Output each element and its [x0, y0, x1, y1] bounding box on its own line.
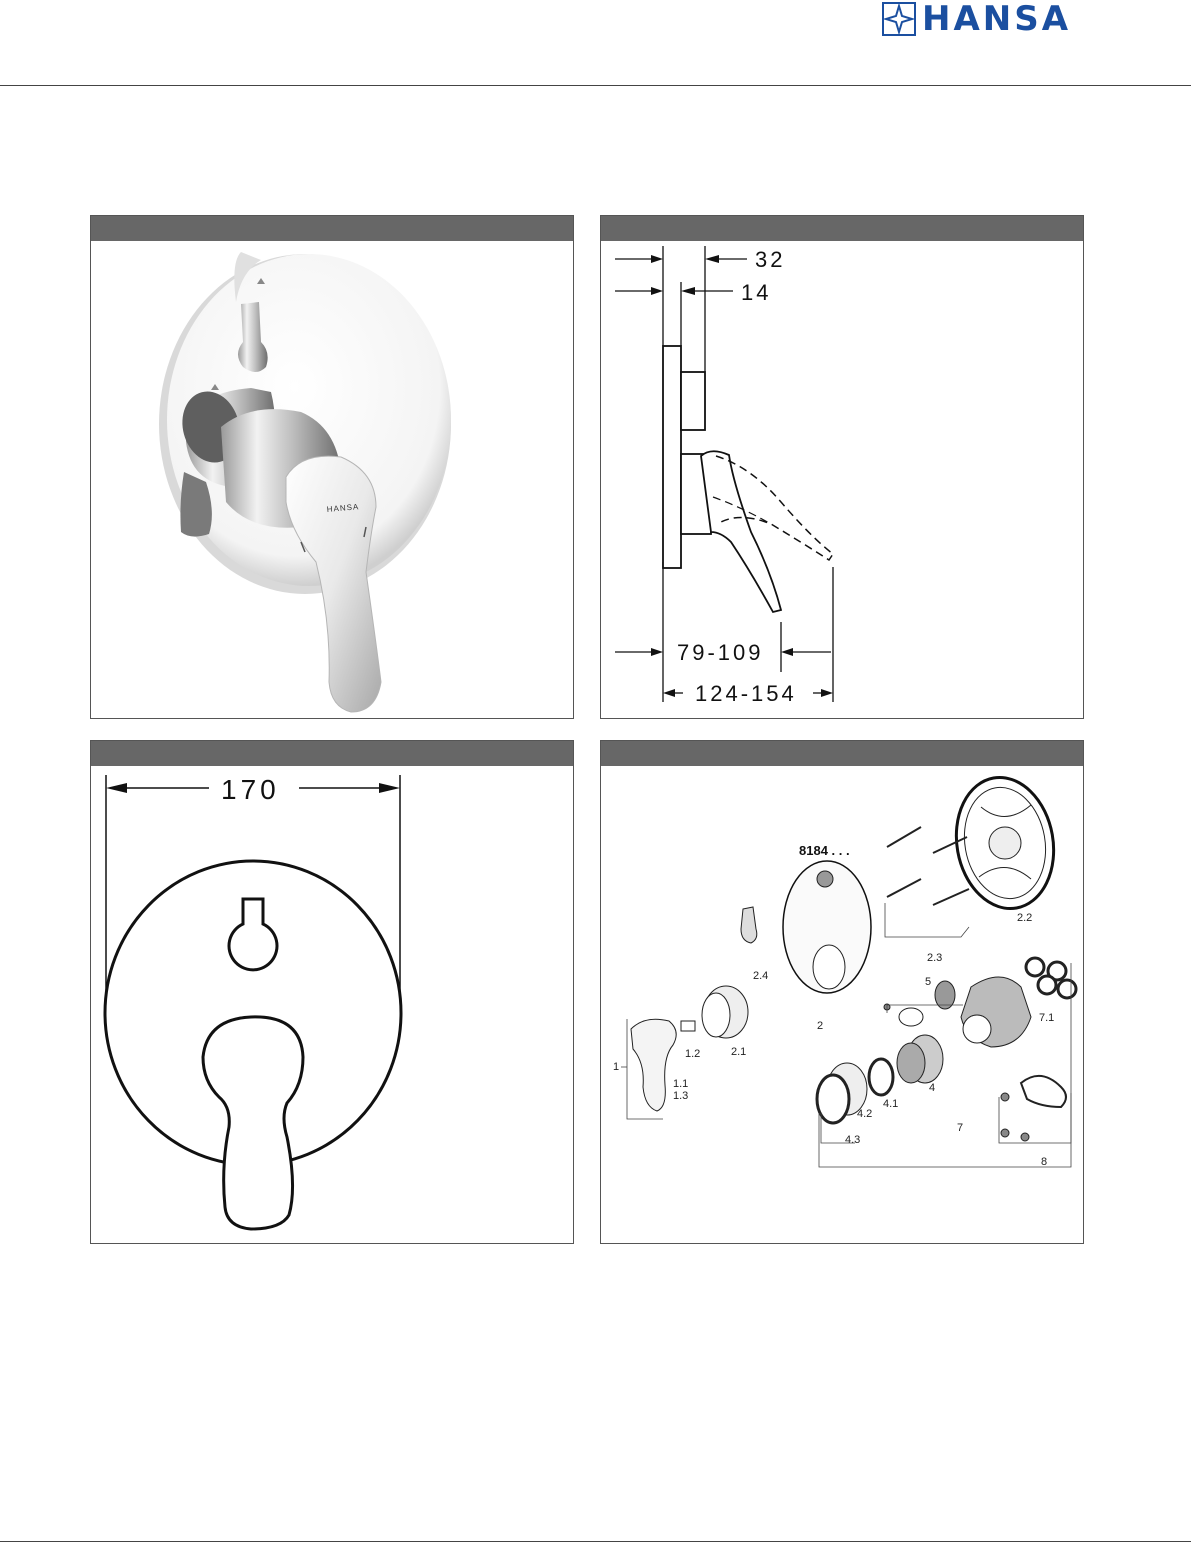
part-label: 4.3 — [845, 1134, 861, 1146]
part-label: 4.1 — [883, 1098, 899, 1110]
part-label: 1.3 — [673, 1090, 689, 1102]
footer-divider — [0, 1541, 1191, 1542]
part-label: 7 — [957, 1122, 964, 1134]
part-label: 8 — [1041, 1156, 1048, 1168]
front-view-panel — [90, 740, 574, 1244]
side-view-panel — [600, 215, 1084, 719]
part-label: 1.2 — [685, 1048, 701, 1060]
exploded-view-panel — [600, 740, 1084, 1244]
panel-title-bar — [601, 216, 1083, 241]
part-label: 1.1 — [673, 1078, 689, 1090]
panel-title-bar — [91, 741, 573, 766]
part-label: 5 — [925, 976, 932, 988]
hansa-cross-icon — [882, 2, 916, 36]
brand-name: HANSA — [922, 0, 1072, 39]
lever-logo-text: HANSA — [326, 502, 360, 514]
part-label: 2.2 — [1017, 912, 1033, 924]
dim-depth-total: 32 — [755, 247, 786, 272]
part-label: 2.4 — [753, 970, 769, 982]
part-label: 7.1 — [1039, 1012, 1055, 1024]
product-photo — [91, 242, 573, 718]
dim-projection-total: 124-154 — [695, 681, 797, 706]
panel-title-bar — [91, 216, 573, 241]
dim-width: 170 — [221, 774, 280, 805]
panel-title-bar — [601, 741, 1083, 766]
front-view-drawing — [91, 767, 573, 1243]
side-view-drawing — [601, 242, 1083, 718]
product-photo-panel — [90, 215, 574, 719]
dim-depth-plate: 14 — [741, 280, 772, 305]
part-label: 4 — [929, 1082, 936, 1094]
exploded-view-drawing — [601, 767, 1083, 1243]
part-label: 2 — [817, 1020, 824, 1032]
part-label: 4.2 — [857, 1108, 873, 1120]
dim-projection-lever: 79-109 — [677, 640, 764, 665]
part-label: 2.3 — [927, 952, 943, 964]
part-label: 2.1 — [731, 1046, 747, 1058]
part-label: 1 — [613, 1061, 620, 1073]
hansa-logo — [882, 0, 1071, 38]
header-divider — [0, 85, 1191, 86]
article-number: 8184 . . . — [799, 843, 850, 858]
